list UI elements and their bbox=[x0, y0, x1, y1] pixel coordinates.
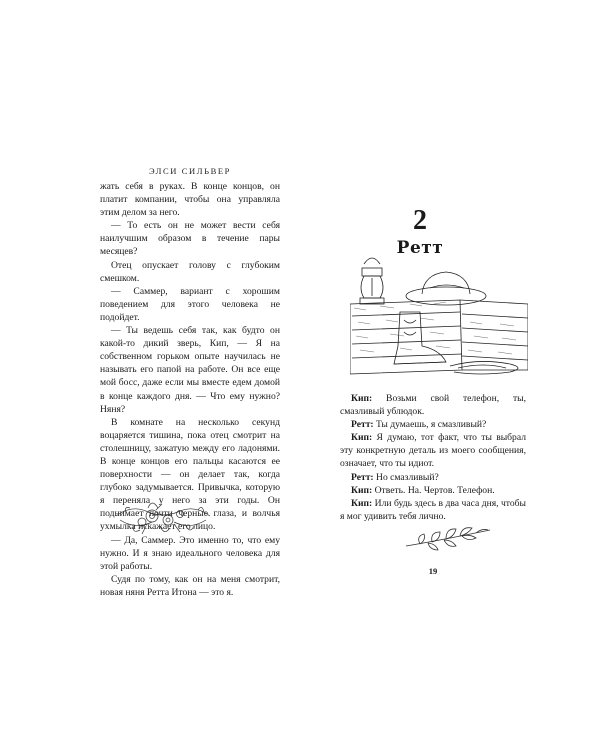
speaker: Ретт: bbox=[351, 419, 374, 431]
message-line bbox=[340, 392, 526, 418]
chapter-number: 2 bbox=[413, 205, 427, 236]
message-line bbox=[340, 497, 526, 523]
speaker: Кип: bbox=[351, 393, 373, 404]
speaker: Кип: bbox=[351, 497, 373, 509]
paragraph: — То есть он не может вести себя наилучшим образом в течение пары месяцев? bbox=[100, 220, 280, 258]
floral-ornament-icon bbox=[112, 486, 214, 546]
message-line bbox=[340, 471, 526, 484]
message-line bbox=[340, 484, 526, 497]
message-line bbox=[340, 418, 526, 431]
dialogue-block bbox=[340, 392, 526, 523]
message-text: Я думаю, тот факт, что ты выбрал эту конкретную деталь из моего сообщения, означает, что ты идиот. bbox=[340, 432, 526, 470]
paragraph: В комнате на несколько секунд воцаряется тишина, пока отец смотрит на столешницу, зажатую между его ладонями. В конце концов его пальцы касаются ее поверхности — он делает так, когда глубоко задумывается. Привычка, которую я переняла у него за эти годы. Он поднимает почти черные глаза, и волчья ухмылка искажает его лицо. bbox=[100, 416, 280, 533]
speaker: Кип: bbox=[351, 484, 373, 496]
paragraph: — Саммер, вариант с хорошим поведением для этого человека не подойдет. bbox=[100, 285, 280, 323]
cowboy-still-life-illustration bbox=[350, 242, 528, 377]
page-number: 19 bbox=[428, 566, 438, 576]
message-line bbox=[340, 431, 526, 470]
speaker: Кип: bbox=[351, 432, 373, 444]
paragraph: Судя по тому, как он на меня смотрит, новая няня Ретта Итона — это я. bbox=[100, 573, 280, 598]
paragraph: — Да, Саммер. Это именно то, что ему нужно. И я знаю идеального человека для этой работы. bbox=[100, 534, 280, 572]
message-text: Ты думаешь, я смазливый? bbox=[373, 419, 487, 431]
message-text: Или будь здесь в два часа дня, чтобы я мог удивить тебя лично. bbox=[340, 497, 526, 522]
leaf-sprig-icon bbox=[402, 520, 494, 554]
message-text: Ответь. На. Чертов. Телефон. bbox=[372, 484, 495, 496]
paragraph: жать себя в руках. В конце концов, он платит компании, чтобы она управляла этим делом за него. bbox=[100, 181, 280, 219]
message-text: Возьми свой телефон, ты, смазливый ублюдок. bbox=[340, 393, 526, 418]
paragraph: Отец опускает голову с глубоким смешком. bbox=[100, 259, 280, 284]
running-head: ЭЛСИ СИЛЬВЕР bbox=[148, 166, 232, 176]
paragraph: — Ты ведешь себя так, как будто он какой-то дикий зверь, Кип, — Я на собственном горьком опыте научилась не называть его папой на работе. Он все еще мой босс, даже если мы вместе едем домой в конце каждого дня. — Что ему нужно? Няня? bbox=[100, 325, 280, 415]
message-text: Но смазливый? bbox=[373, 471, 439, 483]
speaker: Ретт: bbox=[351, 471, 374, 483]
chapter-title: Ретт bbox=[396, 238, 444, 258]
